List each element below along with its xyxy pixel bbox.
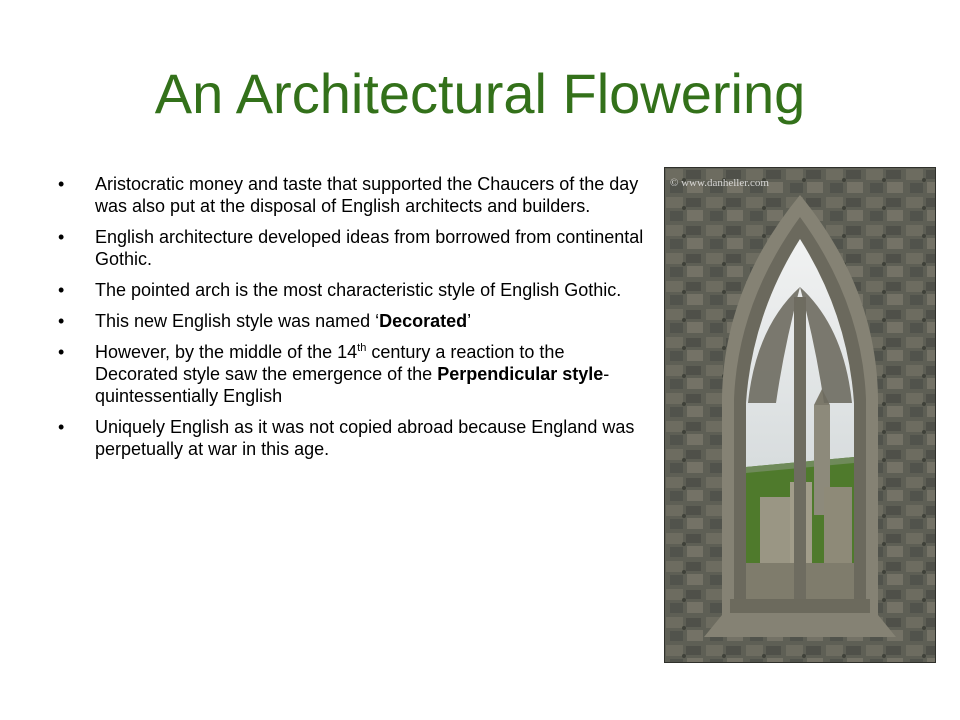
bullet-item (58, 416, 650, 460)
bullet-marker: • (58, 227, 65, 247)
bullet-item (58, 341, 650, 407)
gothic-window-photo (664, 167, 936, 663)
photo-watermark: © www.danheller.com (670, 177, 769, 189)
bullet-text-end: - quintessentially English (95, 364, 610, 406)
bullet-marker: • (58, 417, 65, 437)
bullet-text-end: ’ (467, 311, 472, 331)
bullet-marker: • (58, 174, 65, 194)
bullet-item (58, 310, 650, 332)
bullet-list (58, 173, 650, 469)
bullet-marker: • (58, 280, 65, 300)
bullet-superscript: th (357, 342, 367, 354)
bullet-item (58, 173, 650, 217)
bullet-text: Aristocratic money and taste that supported the Chaucers of the day was also put at the disposal of English architects and builders. (95, 174, 639, 216)
bullet-bold-term: Perpendicular style (437, 364, 604, 384)
bullet-item (58, 226, 650, 270)
bullet-marker: • (58, 311, 65, 331)
bullet-text-start: However, by the middle of the 14 (95, 342, 358, 362)
bullet-text-middle: century a reaction to the Decorated style saw the emergence of the (95, 342, 565, 384)
bullet-bold-term: Decorated (379, 311, 468, 331)
slide-title: An Architectural Flowering (154, 62, 806, 125)
bullet-item (58, 279, 650, 301)
bullet-text-start: This new English style was named ‘ (95, 311, 380, 331)
bullet-text: Uniquely English as it was not copied abroad because England was perpetually at war in this age. (95, 417, 635, 459)
bullet-text: English architecture developed ideas from borrowed from continental Gothic. (95, 227, 644, 269)
bullet-marker: • (58, 342, 65, 362)
bullet-text: The pointed arch is the most characteristic style of English Gothic. (95, 280, 622, 300)
